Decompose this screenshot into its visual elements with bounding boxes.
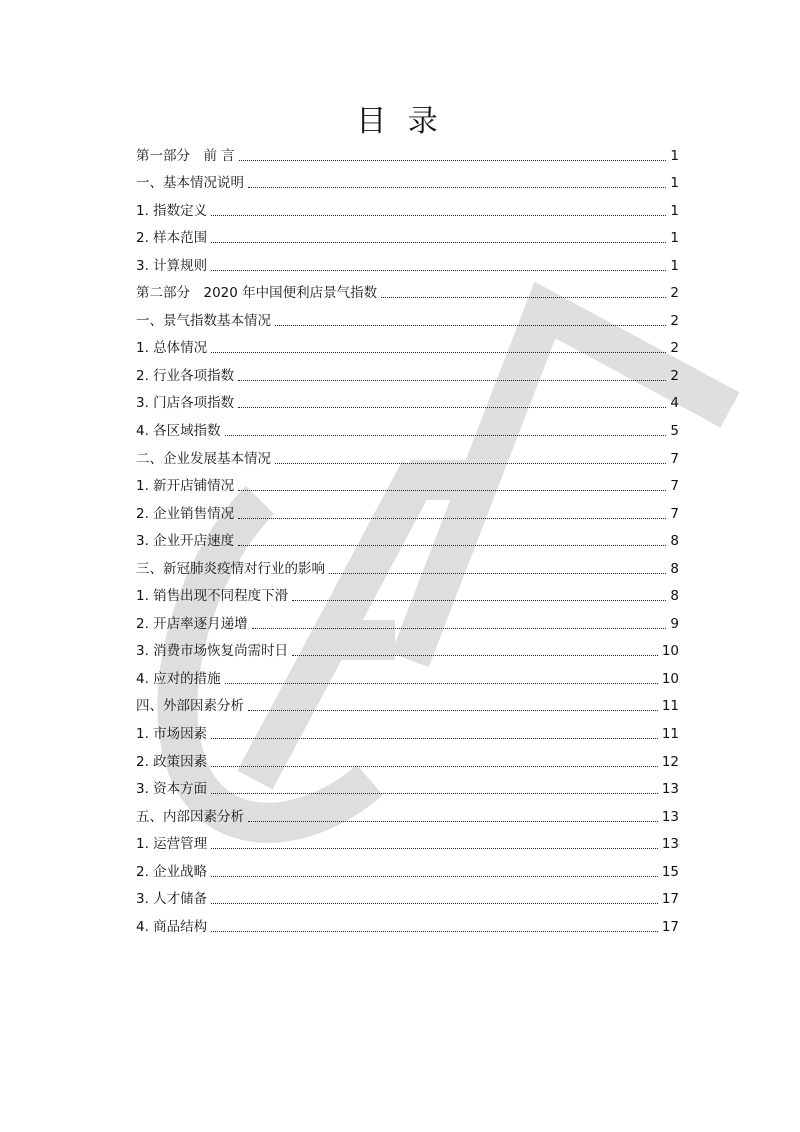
toc-entry[interactable] xyxy=(136,852,679,880)
toc-entry-page-number: 13 xyxy=(661,808,679,825)
toc-entry[interactable] xyxy=(136,136,679,164)
toc-entry-page-number: 1 xyxy=(670,175,679,192)
toc-entry-title: 4. 应对的措施 xyxy=(136,670,221,687)
toc-leader-dots xyxy=(238,518,666,519)
toc-entry-title: 1. 总体情况 xyxy=(136,340,208,357)
toc-entry-title: 2. 企业销售情况 xyxy=(136,505,235,522)
toc-entry-title: 四、外部因素分析 xyxy=(136,698,244,715)
toc-entry-title: 3. 计算规则 xyxy=(136,257,208,274)
toc-entry-title: 一、景气指数基本情况 xyxy=(136,312,271,329)
toc-leader-dots xyxy=(238,545,666,546)
toc-entry-page-number: 11 xyxy=(661,698,679,715)
toc-entry-page-number: 1 xyxy=(670,230,679,247)
toc-entry-title: 4. 各区域指数 xyxy=(136,423,221,440)
toc-leader-dots xyxy=(252,628,667,629)
toc-entry-title: 3. 门店各项指数 xyxy=(136,395,235,412)
toc-entry-title: 第一部分 前 言 xyxy=(136,147,235,164)
toc-entry[interactable] xyxy=(136,825,679,853)
toc-leader-dots xyxy=(211,352,666,353)
toc-leader-dots xyxy=(238,380,666,381)
toc-entry[interactable] xyxy=(136,687,679,715)
toc-leader-dots xyxy=(211,876,658,877)
toc-entry-page-number: 2 xyxy=(670,285,679,302)
toc-entry-page-number: 7 xyxy=(670,450,679,467)
toc-entry[interactable] xyxy=(136,797,679,825)
toc-entry[interactable] xyxy=(136,329,679,357)
toc-entry-page-number: 8 xyxy=(670,588,679,605)
toc-entry-page-number: 7 xyxy=(670,505,679,522)
toc-leader-dots xyxy=(292,655,658,656)
toc-entry-page-number: 15 xyxy=(661,863,679,880)
toc-entry[interactable] xyxy=(136,246,679,274)
toc-leader-dots xyxy=(329,573,666,574)
toc-leader-dots xyxy=(211,270,666,271)
toc-entry-page-number: 13 xyxy=(661,781,679,798)
toc-entry-title: 3. 资本方面 xyxy=(136,781,208,798)
toc-entry-page-number: 2 xyxy=(670,367,679,384)
toc-entry[interactable] xyxy=(136,494,679,522)
toc-leader-dots xyxy=(248,710,658,711)
toc-leader-dots xyxy=(238,407,666,408)
toc-entry-title: 3. 企业开店速度 xyxy=(136,533,235,550)
toc-entry[interactable] xyxy=(136,439,679,467)
toc-leader-dots xyxy=(248,187,666,188)
toc-entry[interactable] xyxy=(136,274,679,302)
toc-entry-title: 2. 开店率逐月递增 xyxy=(136,615,248,632)
toc-entry-page-number: 2 xyxy=(670,312,679,329)
toc-entry-page-number: 13 xyxy=(661,836,679,853)
toc-entry[interactable] xyxy=(136,191,679,219)
toc-leader-dots xyxy=(211,215,666,216)
toc-entry-title: 一、基本情况说明 xyxy=(136,175,244,192)
toc-entry-title: 1. 运营管理 xyxy=(136,836,208,853)
toc-entry-page-number: 17 xyxy=(661,918,679,935)
toc-entry[interactable] xyxy=(136,907,679,935)
toc-entry[interactable] xyxy=(136,632,679,660)
table-of-contents xyxy=(136,136,679,935)
toc-entry-page-number: 7 xyxy=(670,478,679,495)
toc-leader-dots xyxy=(381,297,666,298)
toc-entry[interactable] xyxy=(136,522,679,550)
toc-entry[interactable] xyxy=(136,164,679,192)
toc-entry-page-number: 1 xyxy=(670,147,679,164)
toc-leader-dots xyxy=(211,793,658,794)
toc-entry[interactable] xyxy=(136,604,679,632)
toc-entry[interactable] xyxy=(136,219,679,247)
toc-entry-page-number: 17 xyxy=(661,891,679,908)
toc-leader-dots xyxy=(211,848,658,849)
toc-entry-title: 1. 指数定义 xyxy=(136,202,208,219)
toc-entry-page-number: 1 xyxy=(670,257,679,274)
page-title: 目 录 xyxy=(356,104,444,139)
toc-entry-title: 4. 商品结构 xyxy=(136,918,208,935)
toc-entry-page-number: 11 xyxy=(661,726,679,743)
toc-entry[interactable] xyxy=(136,770,679,798)
toc-entry-title: 1. 市场因素 xyxy=(136,726,208,743)
toc-entry-title: 三、新冠肺炎疫情对行业的影响 xyxy=(136,560,325,577)
toc-entry-page-number: 1 xyxy=(670,202,679,219)
toc-entry-page-number: 2 xyxy=(670,340,679,357)
toc-leader-dots xyxy=(211,738,658,739)
toc-entry[interactable] xyxy=(136,411,679,439)
toc-entry[interactable] xyxy=(136,301,679,329)
toc-entry-page-number: 8 xyxy=(670,533,679,550)
toc-leader-dots xyxy=(239,160,667,161)
toc-entry-title: 2. 企业战略 xyxy=(136,863,208,880)
toc-entry-title: 二、企业发展基本情况 xyxy=(136,450,271,467)
toc-leader-dots xyxy=(211,242,666,243)
toc-leader-dots xyxy=(292,600,666,601)
toc-entry-page-number: 10 xyxy=(661,670,679,687)
toc-entry[interactable] xyxy=(136,549,679,577)
toc-entry[interactable] xyxy=(136,659,679,687)
toc-entry-title: 第二部分 2020 年中国便利店景气指数 xyxy=(136,285,378,302)
toc-entry-title: 3. 消费市场恢复尚需时日 xyxy=(136,643,289,660)
toc-entry[interactable] xyxy=(136,577,679,605)
toc-leader-dots xyxy=(225,683,658,684)
toc-entry[interactable] xyxy=(136,742,679,770)
toc-entry-title: 1. 销售出现不同程度下滑 xyxy=(136,588,289,605)
toc-leader-dots xyxy=(211,766,658,767)
toc-entry[interactable] xyxy=(136,467,679,495)
toc-leader-dots xyxy=(238,490,666,491)
toc-entry-title: 五、内部因素分析 xyxy=(136,808,244,825)
toc-leader-dots xyxy=(248,821,658,822)
toc-entry-page-number: 10 xyxy=(661,643,679,660)
toc-entry-page-number: 5 xyxy=(670,423,679,440)
toc-entry-title: 2. 行业各项指数 xyxy=(136,367,235,384)
toc-entry-page-number: 8 xyxy=(670,560,679,577)
toc-entry-page-number: 4 xyxy=(670,395,679,412)
toc-entry-title: 3. 人才储备 xyxy=(136,891,208,908)
toc-entry-title: 2. 政策因素 xyxy=(136,753,208,770)
toc-leader-dots xyxy=(211,903,658,904)
toc-leader-dots xyxy=(211,931,658,932)
toc-entry[interactable] xyxy=(136,880,679,908)
toc-entry[interactable] xyxy=(136,714,679,742)
toc-entry[interactable] xyxy=(136,356,679,384)
toc-entry-page-number: 9 xyxy=(670,615,679,632)
toc-leader-dots xyxy=(275,463,666,464)
toc-leader-dots xyxy=(225,435,667,436)
toc-entry[interactable] xyxy=(136,384,679,412)
toc-entry-title: 2. 样本范围 xyxy=(136,230,208,247)
toc-leader-dots xyxy=(275,325,666,326)
toc-entry-page-number: 12 xyxy=(661,753,679,770)
toc-entry-title: 1. 新开店铺情况 xyxy=(136,478,235,495)
